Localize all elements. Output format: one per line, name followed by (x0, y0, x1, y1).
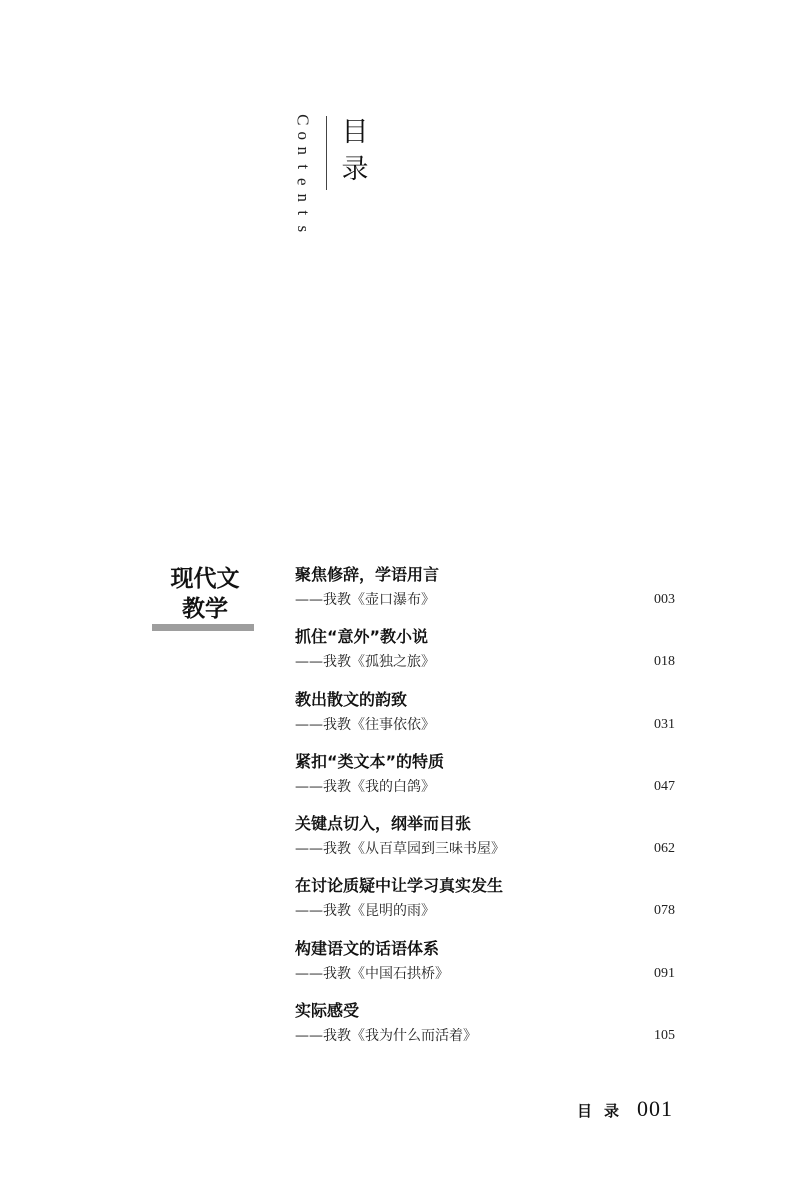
toc-entry-subtitle: ——我教《昆明的雨》 (295, 903, 435, 920)
section-heading (152, 564, 256, 631)
toc-entry-page: 105 (654, 1028, 675, 1044)
toc-entry-subtitle: ——我教《我为什么而活着》 (295, 1028, 477, 1045)
toc-entry-subtitle: ——我教《中国石拱桥》 (295, 965, 449, 982)
header-divider (326, 116, 327, 190)
toc-entry-title: 关键点切入，纲举而目张 (295, 814, 472, 834)
toc-entry-title: 构建语文的话语体系 (295, 938, 440, 958)
toc-entry-title: 聚焦修辞，学语用言 (295, 565, 440, 584)
section-title-line1: 现代文 (170, 566, 240, 592)
toc-entry-page: 062 (654, 841, 675, 857)
toc-entry-subtitle: ——我教《我的白鸽》 (295, 778, 435, 795)
contents-cn-char: 录 (341, 154, 369, 185)
toc-entry-subtitle: ——我教《孤独之旅》 (295, 654, 435, 671)
contents-letter: C (293, 114, 313, 126)
footer-label: 目录 (576, 1102, 631, 1120)
toc-entry-page: 047 (654, 778, 675, 794)
toc-entry[interactable] (295, 939, 675, 1001)
toc-entry-title: 紧扣“类文本”的特质 (295, 751, 445, 771)
section-title (152, 564, 256, 624)
toc-entry-title: 教出散文的韵致 (295, 689, 408, 709)
toc-entry[interactable] (295, 814, 675, 876)
toc-entry-page: 091 (654, 965, 675, 981)
toc-entry[interactable] (295, 1001, 675, 1063)
toc-list (295, 565, 675, 1063)
toc-entry-page: 003 (654, 592, 675, 607)
footer-page-number: 001 (637, 1096, 673, 1121)
contents-letter: t (293, 163, 313, 169)
toc-entry[interactable] (295, 565, 675, 627)
toc-entry-subtitle: ——我教《从百草园到三味书屋》 (295, 841, 505, 858)
toc-entry-title: 抓住“意外”教小说 (295, 627, 429, 647)
toc-entry[interactable] (295, 876, 675, 938)
toc-entry-page: 031 (654, 716, 675, 732)
toc-entry-subtitle: ——我教《壶口瀑布》 (295, 592, 435, 608)
contents-letter: s (293, 224, 313, 232)
toc-entry-title: 实际感受 (295, 1001, 360, 1021)
contents-letter: n (293, 193, 313, 202)
toc-entry-title: 在讨论质疑中让学习真实发生 (295, 876, 504, 896)
contents-letter: t (293, 210, 313, 216)
contents-letter: o (293, 131, 313, 140)
section-title-line2: 教学 (182, 596, 228, 622)
toc-entry-subtitle: ——我教《往事依依》 (295, 716, 435, 733)
toc-entry[interactable] (295, 752, 675, 814)
toc-entry[interactable] (295, 627, 675, 689)
contents-letter: n (293, 146, 313, 155)
toc-entry[interactable] (295, 690, 675, 752)
page-footer (577, 1096, 673, 1122)
contents-english-vertical (293, 112, 313, 236)
contents-cn-char: 目 (341, 117, 369, 148)
section-underline-bar (152, 624, 254, 631)
toc-entry-page: 018 (654, 654, 675, 670)
toc-entry-page: 078 (654, 903, 675, 919)
contents-chinese-vertical (340, 114, 370, 188)
contents-letter: e (293, 177, 313, 186)
